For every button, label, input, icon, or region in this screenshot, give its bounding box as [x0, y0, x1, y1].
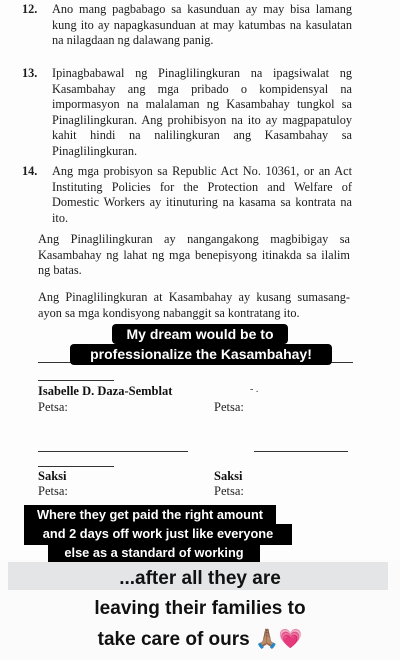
caption-line2: and 2 days off work just like everyone: [24, 524, 292, 545]
mark: - .: [250, 384, 259, 395]
short-line-2: [38, 466, 114, 467]
petsa-witness-left: Petsa:: [38, 484, 68, 498]
clause-13: [22, 66, 352, 159]
clause-text: Ang mga probisyon sa Republic Act No. 10361, or an Act Instituting Policies for the Protection and Welfare of Domestic Workers ay itinuturing na kasama sa kontrata na ito.: [52, 164, 352, 225]
clause-12: [22, 2, 352, 49]
caption-line3: else as a standard of working: [48, 543, 260, 564]
caption-line1: Where they get paid the right amount: [24, 505, 276, 526]
clause-number: 12.: [22, 2, 38, 16]
story-line1: ...after all they are: [119, 568, 281, 589]
agreement-paragraph: Ang Pinaglilingkuran at Kasambahay ay kusang sumasang-ayon sa mga kondisyong nabanggit sa kontratang ito.: [38, 290, 350, 320]
witness-line-left: [38, 451, 188, 452]
petsa-witness-right: Petsa:: [214, 484, 244, 498]
petsa-left: Petsa:: [38, 400, 68, 414]
witness-label-left: Saksi: [38, 469, 67, 483]
witness-line-right: [254, 451, 348, 452]
short-line: [38, 380, 114, 381]
clause-text: Ano mang pagbabago sa kasunduan ay may bisa lamang kung ito ay napagkasunduan at may katumbas na kasulatan na nilagdaan ng dalawang panig.: [52, 2, 352, 47]
clause-14: [22, 164, 352, 226]
clause-text: Ipinagbabawal ng Pinaglilingkuran na ipagsiwalat ng Kasambahay ang mga pribado o kompidensyal na impormasyon na malalaman ng Kasambahay tungkol sa Pinaglilingkuran. Ang prohibisyon na ito ay magpapatuloy kahit hindi na nalilingkuran ang Kasambahay sa Pinaglilingkuran.: [52, 66, 352, 158]
story-line3: take care of ours: [97, 629, 250, 650]
clause-number: 14.: [22, 164, 38, 178]
story-text-area: [0, 562, 400, 660]
benefits-paragraph: Ang Pinaglilingkuran ay nangangakong magbibigay sa Kasambahay ng lahat ng mga benepisyong itinakda sa ilalim ng batas.: [38, 232, 350, 277]
dream-sticker-line1: My dream would be to: [112, 324, 288, 344]
witness-label-right: Saksi: [214, 469, 243, 483]
story-line2: leaving their families to: [94, 598, 306, 619]
petsa-right: Petsa:: [214, 400, 244, 414]
story-line3-wrap: [0, 626, 400, 653]
signer-name: Isabelle D. Daza-Semblat: [38, 384, 173, 398]
clause-number: 13.: [22, 66, 38, 80]
pray-heart-emoji-icon: 🙏🏽💗: [255, 628, 303, 650]
dream-sticker-line2: professionalize the Kasambahay!: [70, 344, 332, 365]
